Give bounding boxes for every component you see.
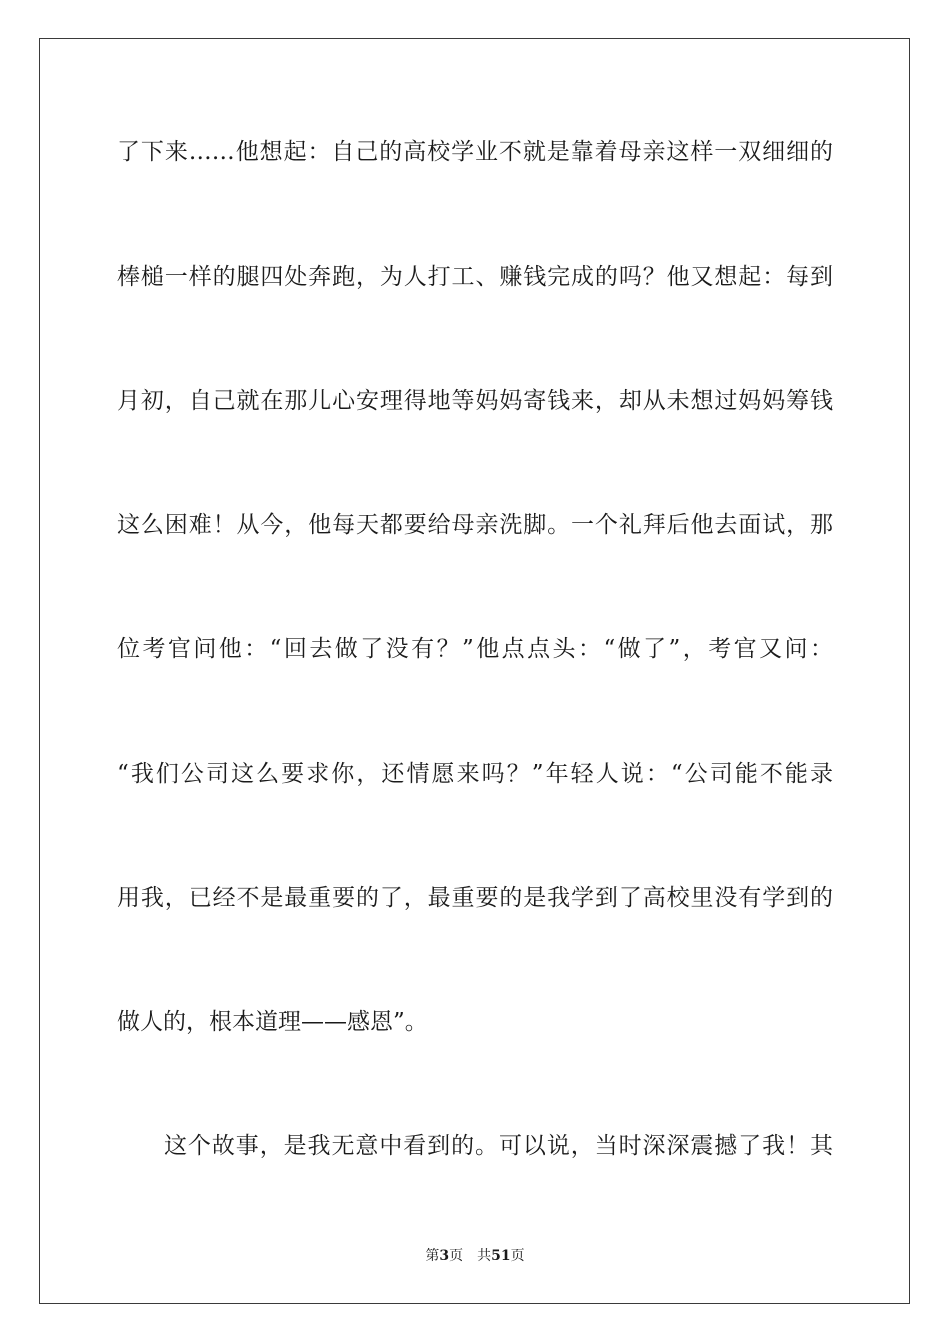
body-text-line-1: 了下来……他想起：自己的高校学业不就是靠着母亲这样一双细细的 — [117, 139, 833, 165]
page-suffix: 页 — [449, 1248, 464, 1264]
total-suffix: 页 — [510, 1248, 525, 1264]
total-prefix: 共 — [477, 1248, 492, 1264]
body-text-line-4: 这么困难！从今，他每天都要给母亲洗脚。一个礼拜后他去面试，那 — [117, 512, 833, 538]
page-prefix: 第 — [425, 1248, 440, 1264]
page-number: 3 — [439, 1248, 450, 1264]
page-border — [39, 38, 910, 1304]
total-pages: 51 — [491, 1248, 511, 1264]
body-text-line-3: 月初，自己就在那儿心安理得地等妈妈寄钱来，却从未想过妈妈筹钱 — [117, 388, 833, 414]
body-text-line-7: 用我，已经不是最重要的了，最重要的是我学到了高校里没有学到的 — [117, 885, 833, 911]
body-text-line-8: 做人的，根本道理——感恩”。 — [117, 1009, 428, 1035]
body-text-line-5: 位考官问他：“回去做了没有？”他点点头：“做了”，考官又问： — [117, 636, 833, 662]
page-footer — [0, 1246, 950, 1266]
body-text-line-2: 棒槌一样的腿四处奔跑，为人打工、赚钱完成的吗？他又想起：每到 — [117, 264, 833, 290]
body-text-line-9: 这个故事，是我无意中看到的。可以说，当时深深震撼了我！其 — [164, 1133, 833, 1159]
body-text-line-6: “我们公司这么要求你，还情愿来吗？”年轻人说：“公司能不能录 — [117, 761, 833, 787]
